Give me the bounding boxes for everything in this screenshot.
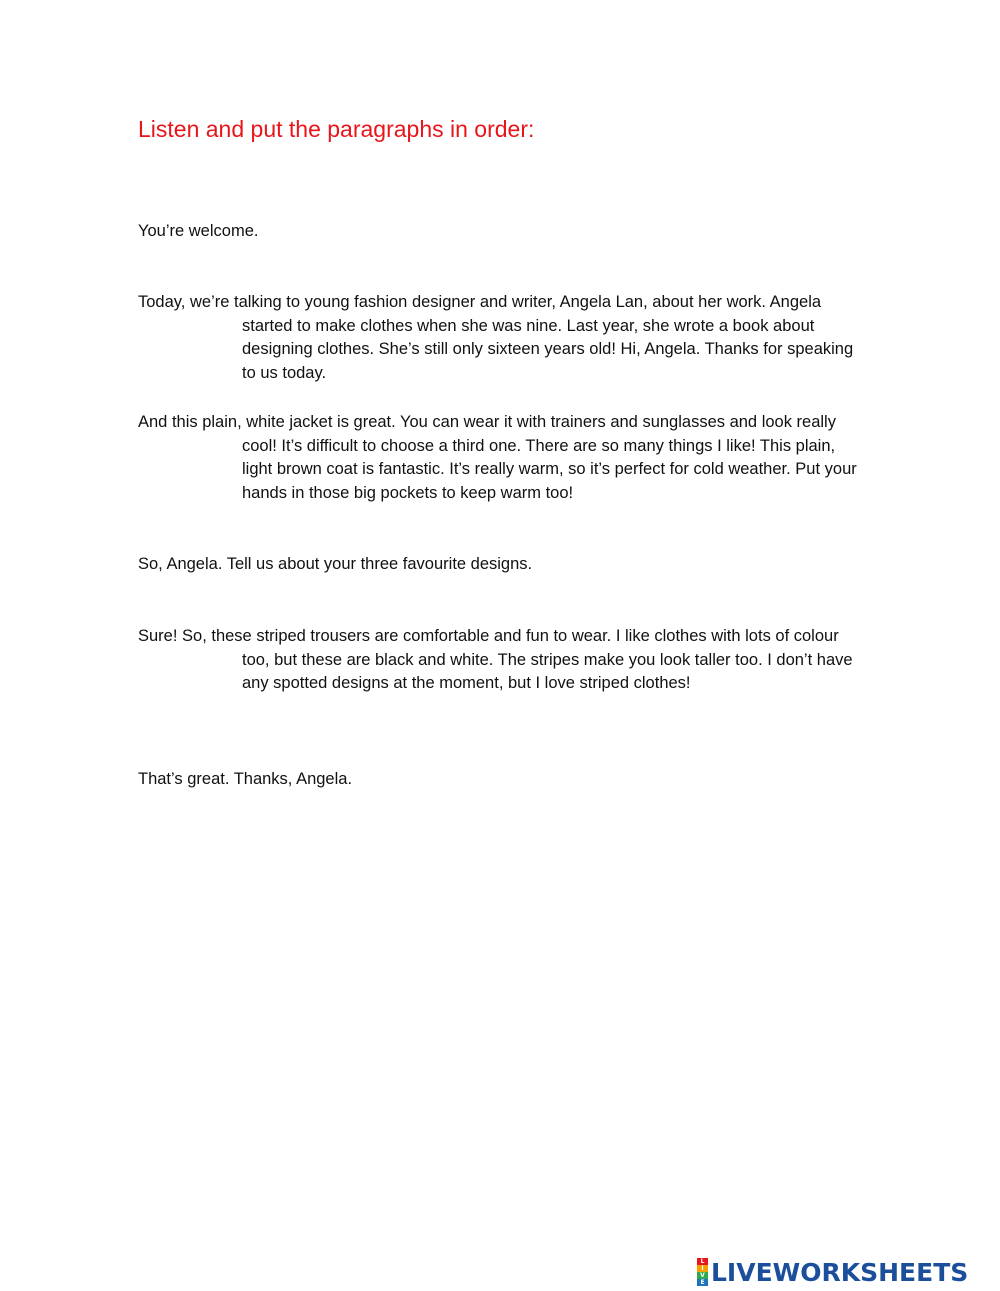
- paragraph-2: Today, we’re talking to young fashion designer and writer, Angela Lan, about her work. Angela started to make clothes when she was nine. Last year, she wrote a book about designing clothes. She’s still only sixteen years old! Hi, Angela. Thanks for speaking to us today.: [138, 293, 854, 382]
- logo-text: LIVEWORKSHEETS: [711, 1257, 969, 1287]
- paragraph-3: And this plain, white jacket is great. You can wear it with trainers and sunglasses and look really cool! It’s difficult to choose a third one. There are so many things I like! This plain, light brown coat is fantastic. It’s really warm, so it’s perfect for cold weather. Put your hands in those big pockets to keep warm too!: [138, 413, 857, 502]
- liveworksheets-logo: [697, 1258, 968, 1286]
- logo-block-e: E: [697, 1279, 708, 1286]
- logo-block-v: V: [697, 1272, 708, 1279]
- instruction-heading: Listen and put the paragraphs in order:: [138, 116, 535, 142]
- paragraph-6: That’s great. Thanks, Angela.: [138, 770, 353, 788]
- paragraph-5: Sure! So, these striped trousers are comfortable and fun to wear. I like clothes with lots of colour too, but these are black and white. The stripes make you look taller too. I don’t have any spotted designs at the moment, but I love striped clothes!: [138, 627, 853, 692]
- logo-blocks-icon: [697, 1258, 708, 1286]
- logo-block-i: I: [697, 1265, 708, 1272]
- paragraph-1: You’re welcome.: [138, 222, 259, 240]
- paragraph-4: So, Angela. Tell us about your three favourite designs.: [138, 555, 533, 573]
- logo-block-l: L: [697, 1258, 708, 1265]
